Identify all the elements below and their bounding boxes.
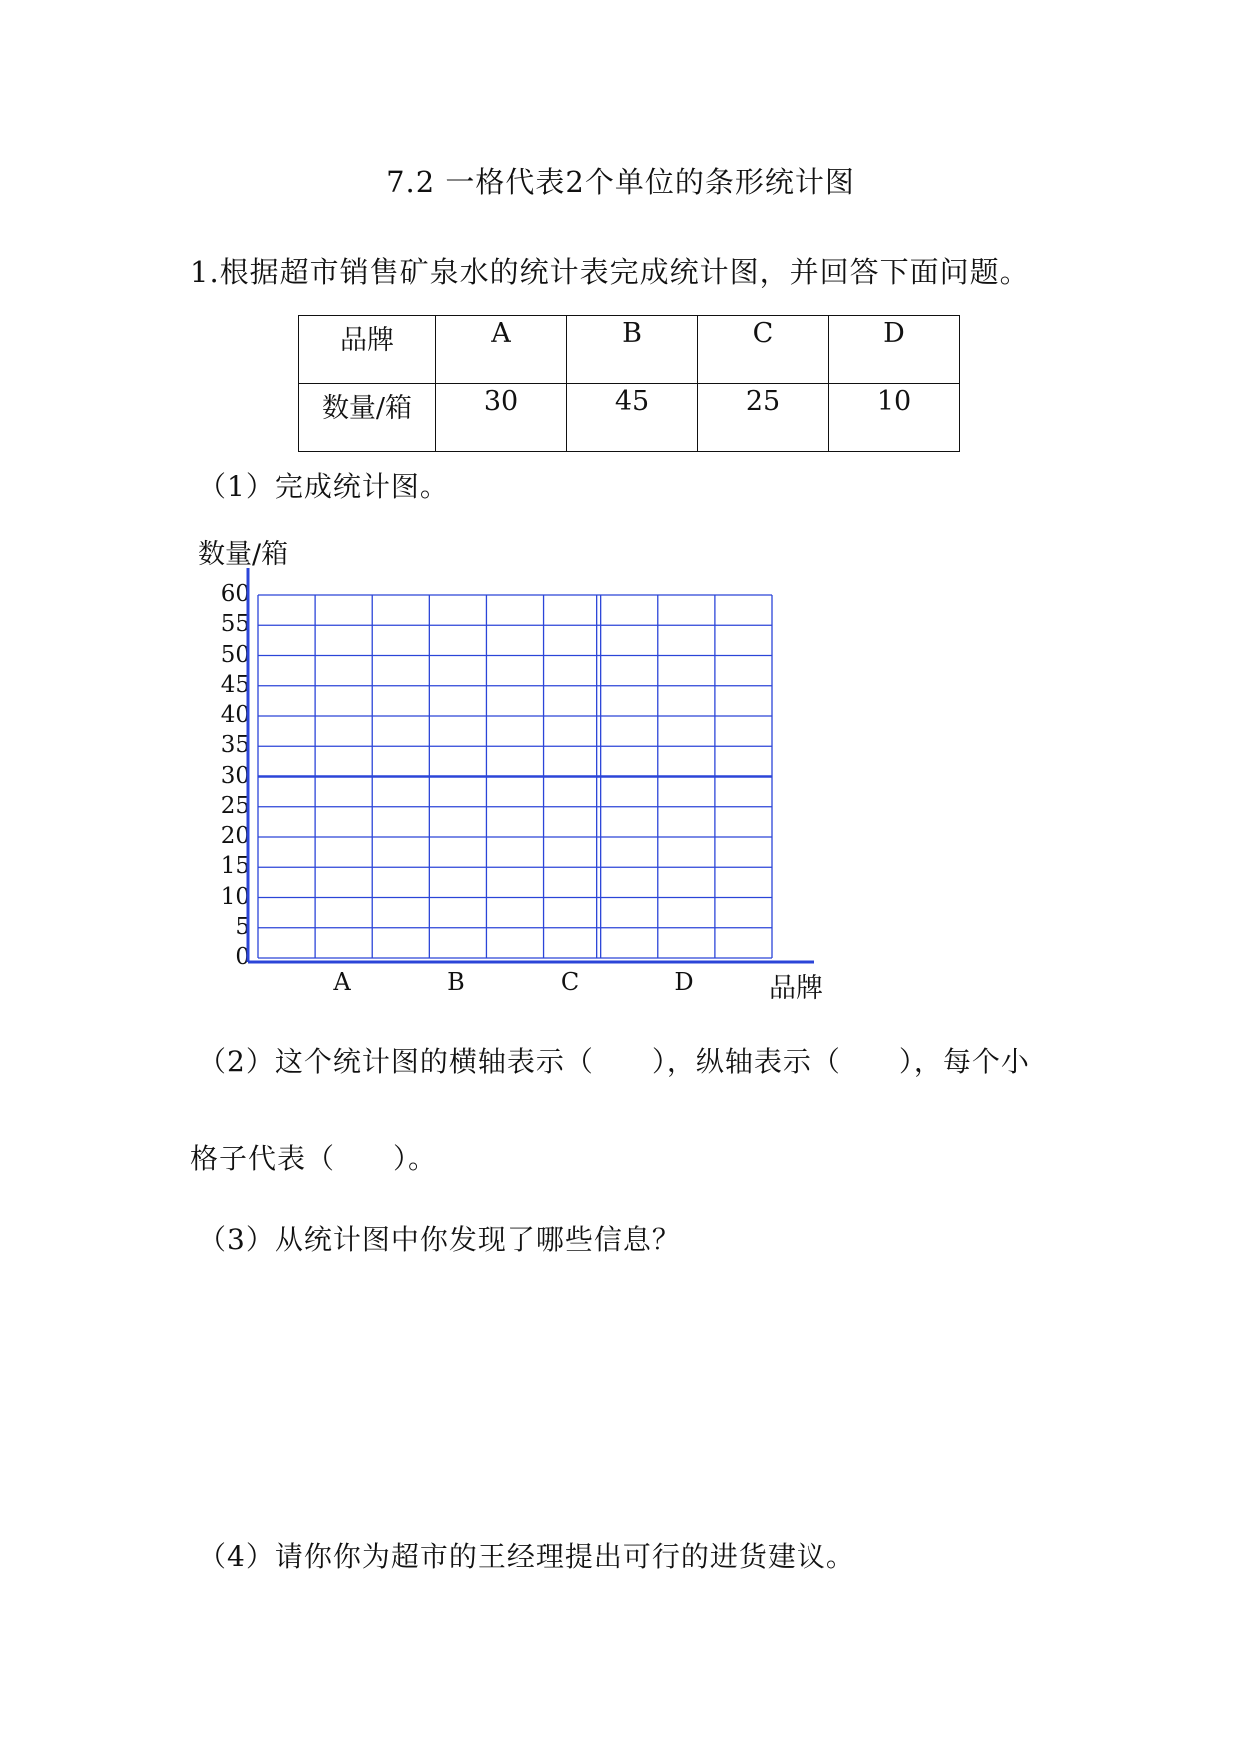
- y-tick-label: 50: [220, 641, 250, 668]
- table-cell: 30: [436, 384, 567, 452]
- table-cell: 45: [567, 384, 698, 452]
- y-tick-label: 5: [235, 913, 250, 940]
- sub-question-2-line1: （2）这个统计图的横轴表示（ ），纵轴表示（ ），每个小: [198, 1045, 1030, 1078]
- table-cell: B: [567, 316, 698, 384]
- table-cell: 数量/箱: [299, 384, 436, 452]
- question-1: 1.根据超市销售矿泉水的统计表完成统计图，并回答下面问题。: [190, 255, 1030, 289]
- y-tick-label: 10: [220, 883, 250, 910]
- y-tick-label: 20: [220, 823, 250, 849]
- table-cell: 10: [829, 384, 960, 452]
- x-category-label: A: [333, 968, 351, 996]
- x-axis-label: 品牌: [769, 973, 823, 1004]
- sub-question-3: （3）从统计图中你发现了哪些信息？: [198, 1223, 681, 1256]
- y-tick-label: 30: [220, 762, 250, 789]
- y-tick-label: 35: [220, 732, 250, 759]
- table-cell: D: [829, 316, 960, 384]
- y-axis-label: 数量/箱: [198, 539, 289, 570]
- x-category-label: B: [447, 968, 465, 996]
- x-category-label: C: [560, 968, 580, 996]
- table-cell: A: [436, 316, 567, 384]
- y-tick-label: 45: [220, 671, 250, 698]
- x-category-label: D: [674, 968, 694, 996]
- sub-question-1: （1）完成统计图。: [198, 470, 449, 503]
- y-tick-label: 60: [220, 581, 250, 607]
- y-tick-label: 25: [220, 792, 250, 819]
- y-tick-label: 40: [220, 702, 250, 728]
- table-cell: C: [698, 316, 829, 384]
- y-tick-label: 0: [235, 944, 250, 970]
- page-title: 7.2 一格代表2个单位的条形统计图: [386, 165, 855, 199]
- table-cell: 品牌: [299, 316, 436, 384]
- y-tick-label: 15: [220, 853, 250, 880]
- sub-question-4: （4）请你你为超市的王经理提出可行的进货建议。: [198, 1540, 855, 1573]
- y-tick-label: 55: [220, 611, 250, 638]
- sub-question-2-line2: 格子代表（ ）。: [190, 1142, 438, 1175]
- table-cell: 25: [698, 384, 829, 452]
